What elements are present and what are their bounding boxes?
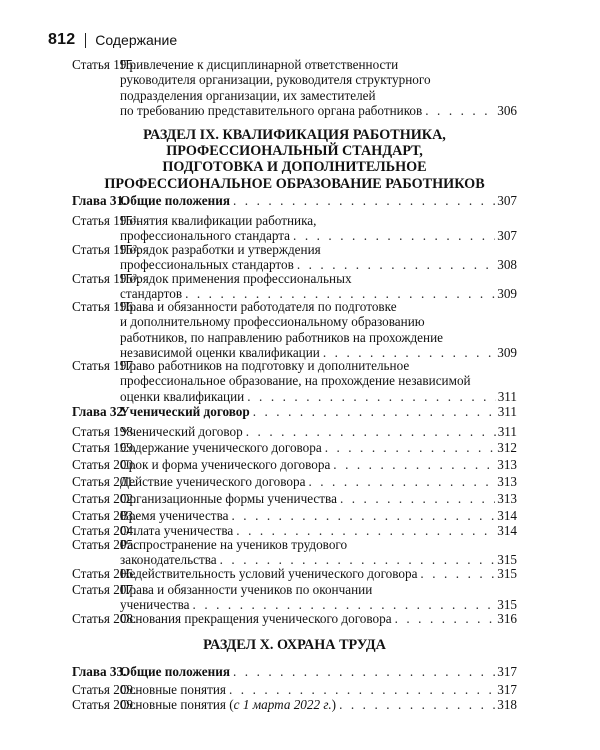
toc-chapter-entry[interactable] xyxy=(72,404,517,419)
running-title: Содержание xyxy=(95,32,178,48)
toc-article-entry[interactable] xyxy=(72,457,517,472)
page-ref: 307 xyxy=(497,193,517,208)
entry-title-text: Содержание ученического договора xyxy=(120,440,322,455)
toc-article-entry[interactable] xyxy=(72,508,517,523)
entry-leader-row xyxy=(120,611,517,626)
entry-leader-row xyxy=(120,664,517,679)
dot-leader xyxy=(392,611,496,626)
entry-leader-row xyxy=(120,682,517,697)
page-ref: 311 xyxy=(497,424,517,439)
running-header xyxy=(48,30,177,50)
entry-title-last-line xyxy=(120,440,322,455)
dot-leader xyxy=(226,682,495,697)
entry-title-line: работников, по направлению работников на прохождение xyxy=(120,329,443,345)
entry-leader-row xyxy=(120,508,517,523)
article-number: Статья 197. xyxy=(72,358,137,373)
entry-title-last-line xyxy=(120,404,250,419)
toc-article-entry[interactable] xyxy=(72,697,517,712)
entry-title-line: Порядок разработки и утверждения xyxy=(120,242,321,257)
entry-title-last-line xyxy=(120,457,330,472)
toc-article-entry[interactable] xyxy=(72,474,517,489)
dot-leader xyxy=(243,424,496,439)
entry-title-line: Права и обязанности работодателя по подготовке xyxy=(120,299,397,314)
entry-title-text: ученичества xyxy=(120,597,190,613)
dot-leader xyxy=(322,440,496,455)
section-heading xyxy=(72,127,517,192)
article-number: Статья 196. xyxy=(72,299,137,314)
toc-article-entry[interactable] xyxy=(72,242,517,273)
entry-title-text: Время ученичества xyxy=(120,508,229,523)
entry-title-line: Распространение на учеников трудового xyxy=(120,537,348,552)
article-number: Статья 207. xyxy=(72,582,137,597)
article-number: Статья 204. xyxy=(72,523,137,538)
page-ref: 309 xyxy=(497,286,517,302)
page-ref: 307 xyxy=(497,228,517,244)
article-number: Статья 199. xyxy=(72,440,137,455)
article-number: Статья 209. xyxy=(72,697,137,712)
entry-title-line: Права и обязанности учеников по окончании xyxy=(120,582,373,597)
toc-article-entry[interactable] xyxy=(72,566,517,581)
entry-title-line: Право работников на подготовку и дополнительное xyxy=(120,358,410,373)
toc-article-entry[interactable] xyxy=(72,582,517,613)
article-number: Статья 206. xyxy=(72,566,137,581)
entry-title-line: подразделения организации, их заместителей xyxy=(120,87,376,103)
dot-leader xyxy=(230,664,495,679)
dot-leader xyxy=(250,404,496,419)
dot-leader xyxy=(230,193,495,208)
page-number: 812 xyxy=(48,31,76,48)
entry-title-last-line xyxy=(120,491,337,506)
article-number: Статья 201. xyxy=(72,474,137,489)
entry-title-last-line xyxy=(120,389,244,404)
entry-title-line: профессиональное образование, на прохождение независимой xyxy=(120,373,471,389)
dot-leader xyxy=(228,508,495,523)
toc-chapter-entry[interactable] xyxy=(72,193,517,208)
entry-title-text: Общие положения xyxy=(120,193,230,208)
page-ref: 306 xyxy=(497,103,517,119)
entry-leader-row xyxy=(120,474,517,489)
entry-title-line: Понятия квалификации работника, xyxy=(120,213,317,228)
page-ref: 312 xyxy=(497,440,517,455)
toc-article-entry[interactable] xyxy=(72,358,517,404)
entry-title-line: Привлечение к дисциплинарной ответственности xyxy=(120,57,399,72)
page-ref: 313 xyxy=(497,491,517,506)
section-heading-line: РАЗДЕЛ X. ОХРАНА ТРУДА xyxy=(203,637,386,653)
section-heading-line: ПРОФЕССИОНАЛЬНЫЙ СТАНДАРТ, xyxy=(166,143,423,160)
page-ref: 311 xyxy=(497,388,517,404)
article-number: Статья 195¹. xyxy=(72,213,141,228)
section-heading-line: ПОДГОТОВКА И ДОПОЛНИТЕЛЬНОЕ xyxy=(162,159,427,176)
dot-leader xyxy=(330,457,495,472)
entry-title-text: оценки квалификации xyxy=(120,388,245,404)
entry-title-text: Ученический договор xyxy=(120,424,243,439)
page-ref: 308 xyxy=(497,257,517,273)
entry-title-text: Организационные формы ученичества xyxy=(120,491,337,506)
entry-title-tail: ) xyxy=(331,697,337,712)
entry-leader-row xyxy=(120,389,517,404)
article-number: Статья 195². xyxy=(72,242,141,257)
chapter-number: Глава 32. xyxy=(72,404,127,419)
toc-chapter-entry[interactable] xyxy=(72,664,517,679)
entry-leader-row xyxy=(120,457,517,472)
page-ref: 317 xyxy=(497,664,517,679)
article-number: Статья 203. xyxy=(72,508,137,523)
entry-leader-row xyxy=(120,404,517,419)
article-number: Статья 195. xyxy=(72,57,137,72)
chapter-number: Глава 33. xyxy=(72,664,127,679)
entry-title-text: Ученический договор xyxy=(120,404,250,419)
dot-leader xyxy=(422,103,495,118)
page-ref: 314 xyxy=(497,508,517,523)
page-ref: 314 xyxy=(497,523,517,538)
toc-article-entry[interactable] xyxy=(72,299,517,361)
page-ref: 309 xyxy=(497,345,517,361)
toc-article-entry[interactable] xyxy=(72,213,517,244)
entry-title-last-line xyxy=(120,474,305,489)
entry-title-text: Оплата ученичества xyxy=(120,523,234,538)
entry-title-text: профессиональных стандартов xyxy=(120,257,294,273)
page-ref: 311 xyxy=(497,404,517,419)
dot-leader xyxy=(417,566,495,581)
entry-title-text: Действие ученического договора xyxy=(120,474,306,489)
entry-title-text: Основные понятия ( xyxy=(120,697,234,712)
page-ref: 313 xyxy=(497,474,517,489)
entry-title-line: руководителя организации, руководителя структурного xyxy=(120,72,431,88)
entry-title-last-line xyxy=(120,697,336,712)
entry-title-line: и дополнительному профессиональному образованию xyxy=(120,314,425,330)
entry-title-text: стандартов xyxy=(120,286,183,302)
toc-article-entry[interactable] xyxy=(72,491,517,506)
toc-article-entry[interactable] xyxy=(72,682,517,697)
page-ref: 313 xyxy=(497,457,517,472)
page-ref: 317 xyxy=(497,682,517,697)
entry-title-text: независимой оценки квалификации xyxy=(120,345,320,361)
entry-leader-row xyxy=(120,424,517,439)
entry-leader-row xyxy=(120,491,517,506)
article-number: Статья 209. xyxy=(72,682,137,697)
entry-title-last-line xyxy=(120,424,243,439)
entry-title-last-line xyxy=(120,611,392,626)
header-divider xyxy=(85,33,86,48)
entry-leader-row xyxy=(120,697,517,712)
article-number: Статья 200. xyxy=(72,457,137,472)
page-ref: 315 xyxy=(497,597,517,613)
entry-title-text: Срок и форма ученического договора xyxy=(120,457,331,472)
entry-title-text: по требованию представительного органа работников xyxy=(120,103,423,119)
section-heading-line: РАЗДЕЛ IX. КВАЛИФИКАЦИЯ РАБОТНИКА, xyxy=(143,127,446,143)
article-number: Статья 205. xyxy=(72,537,137,552)
entry-leader-row xyxy=(120,103,517,118)
entry-title-text: Общие положения xyxy=(120,664,230,679)
page-ref: 318 xyxy=(497,697,517,712)
toc-article-entry[interactable] xyxy=(72,537,517,568)
toc-article-entry[interactable] xyxy=(72,611,517,626)
entry-leader-row xyxy=(120,193,517,208)
entry-title-last-line xyxy=(120,103,422,118)
entry-title-text: Основные понятия xyxy=(120,682,226,697)
toc-article-entry[interactable] xyxy=(72,271,517,302)
dot-leader xyxy=(244,389,495,404)
toc-article-entry[interactable] xyxy=(72,440,517,455)
entry-title-italic: с 1 марта 2022 г. xyxy=(233,697,332,712)
dot-leader xyxy=(337,491,495,506)
toc-article-entry[interactable] xyxy=(72,424,517,439)
chapter-number: Глава 31. xyxy=(72,193,127,208)
section-heading xyxy=(72,637,517,653)
article-number: Статья 208. xyxy=(72,611,137,626)
dot-leader xyxy=(336,697,495,712)
dot-leader xyxy=(305,474,495,489)
entry-title-line: Порядок применения профессиональных xyxy=(120,271,352,286)
entry-title-last-line xyxy=(120,193,230,208)
page-ref: 315 xyxy=(497,566,517,581)
article-number: Статья 195³. xyxy=(72,271,141,286)
page-ref: 315 xyxy=(497,552,517,568)
entry-title-text: Основания прекращения ученического договора xyxy=(120,611,392,626)
entry-leader-row xyxy=(120,566,517,581)
entry-title-text: Недействительность условий ученического договора xyxy=(120,566,418,581)
section-heading-line: ПРОФЕССИОНАЛЬНОЕ ОБРАЗОВАНИЕ РАБОТНИКОВ xyxy=(104,175,485,192)
article-number: Статья 198. xyxy=(72,424,137,439)
entry-title-text: законодательства xyxy=(120,552,217,568)
toc-article-entry[interactable] xyxy=(72,57,517,119)
entry-title-text: профессионального стандарта xyxy=(120,228,291,244)
article-number: Статья 202. xyxy=(72,491,137,506)
page-ref: 316 xyxy=(497,611,517,626)
entry-title-last-line xyxy=(120,664,230,679)
entry-title-last-line xyxy=(120,566,417,581)
entry-leader-row xyxy=(120,440,517,455)
